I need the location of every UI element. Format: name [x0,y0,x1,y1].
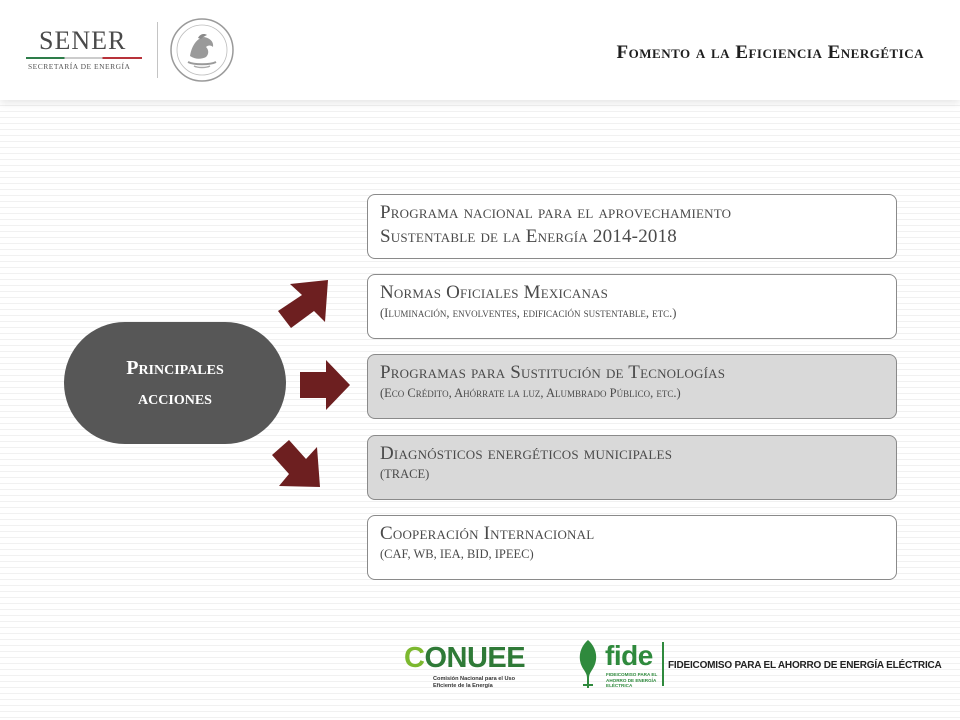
action-subtitle: Sustentable de la Energía 2014-2018 [380,226,677,247]
pill-line-2: acciones [138,387,212,409]
action-title: Programa nacional para el aprovechamiento [380,202,732,223]
action-subtitle: (CAF, WB, IEA, BID, IPEEC) [380,547,534,561]
action-box-diagnosticos-municipales [367,435,897,500]
action-title: Diagnósticos energéticos municipales [380,443,673,464]
conuee-logo-initial: C [404,642,425,674]
action-box-cooperacion-internacional [367,515,897,580]
action-subtitle: (TRACE) [380,467,430,481]
action-box-sustitucion-tecnologias [367,354,897,419]
action-title: Normas Oficiales Mexicanas [380,282,609,303]
principales-acciones-pill [64,322,286,444]
conuee-logo-wordmark [404,642,525,675]
sener-logo-name: SENER [39,26,127,55]
arrow-up-right-icon [278,278,328,328]
pill-line-1: Principales [126,357,224,379]
fide-logo-divider [662,642,664,686]
action-title: Cooperación Internacional [380,523,595,544]
conuee-logo-rest: ONUEE [424,642,526,674]
action-subtitle: (Eco Crédito, Ahórrate la luz, Alumbrado Público, etc.) [380,386,681,400]
fide-logo-subtitle: FIDEICOMISO PARA EL AHORRO DE ENERGÍA ELÉCTRICA [606,672,658,688]
green-leaf-icon [577,640,599,688]
action-title: Programas para Sustitución de Tecnologías [380,362,726,383]
fide-logo [575,640,942,692]
fide-logo-full-name: FIDEICOMISO PARA EL AHORRO DE ENERGÍA ELÉCTRICA [668,660,942,671]
conuee-logo [390,632,530,694]
action-subtitle: (Iluminación, envolventes, edificación sustentable, etc.) [380,306,677,320]
sener-logo-tricolor-line [26,57,142,59]
arrow-down-right-icon [272,440,322,490]
fide-logo-name: fide [605,640,653,671]
conuee-logo-subtitle: Comisión Nacional para el Uso Eficiente de la Energía [433,676,516,689]
page-title: Fomento a la Eficiencia Energética [616,42,924,63]
slide-header [0,0,960,100]
sener-logo [26,26,142,76]
sener-logo-subtitle: SECRETARÍA DE ENERGÍA [28,62,131,71]
header-divider [157,22,158,78]
mexican-coat-of-arms-seal-icon [168,16,236,84]
action-box-programa-nacional [367,194,897,259]
action-box-normas-oficiales [367,274,897,339]
arrow-right-icon [300,360,350,410]
